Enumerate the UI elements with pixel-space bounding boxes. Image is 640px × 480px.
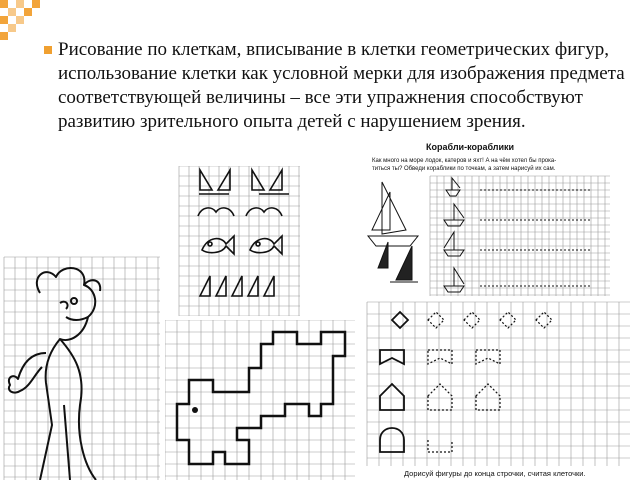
corner-decoration bbox=[0, 0, 48, 40]
grid-pattern-exercise bbox=[178, 166, 300, 316]
bullet-marker bbox=[44, 46, 52, 54]
grid-dog-drawing bbox=[165, 320, 355, 480]
ships-worksheet-title: Корабли-кораблики bbox=[426, 142, 515, 152]
grid-mouse-drawing bbox=[0, 255, 160, 480]
slide-bullet-text: Рисование по клеткам, вписывание в клетки геометрических фигур, использование клетки как условной мерки для изображения предмета соответствующей величины – все эти упражнения способствуют развитию зрительного опыта детей с нарушением зрения. bbox=[58, 39, 625, 132]
ships-worksheet-instruction-1: Как много на море лодок, катеров и яхт! А на чём хотел бы прока- bbox=[372, 158, 557, 164]
shapes-worksheet bbox=[364, 300, 630, 480]
ships-worksheet-instruction-2: титься ты? Обведи кораблики по точкам, а затем нарисуй их сам. bbox=[372, 166, 556, 172]
ships-worksheet bbox=[360, 138, 610, 298]
shapes-worksheet-caption: Дорисуй фигуры до конца строчки, считая клеточки. bbox=[404, 469, 586, 478]
